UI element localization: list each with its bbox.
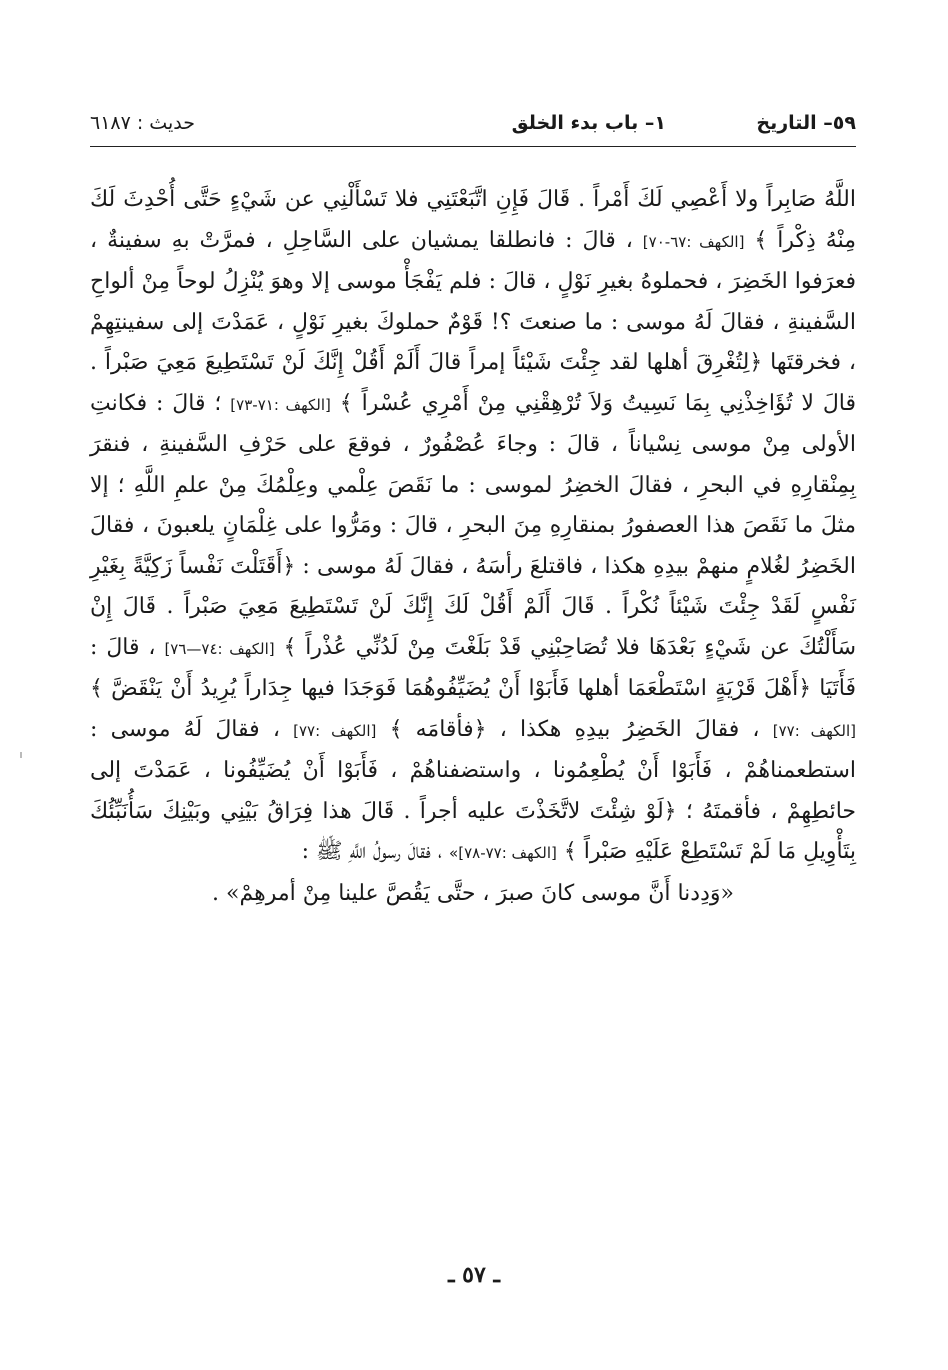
quran-reference: [الكهف :٧٧-٧٨]» (449, 844, 557, 862)
text-segment: ، فقالَ رسولُ اللَّهِ ﷺ : (301, 839, 443, 864)
quran-reference: [الكهف :٧١-٧٣] (230, 395, 331, 414)
text-segment: ، قالَ : فَأَتَيَا ﴿أَهْلَ قَرْيَةٍ اسْتَطْعَمَا أهلها فَأَبَوْا أَنْ يُضَيِّفُوهُمَا فَوَجَدَا فيها جِدَاراً يُرِيدُ أَنْ يَنْقَضَّ ﴾ (90, 634, 856, 701)
quran-reference: [الكهف :٦٧-٧٠] (642, 232, 745, 251)
page-number: ـ ٥٧ ـ (448, 1262, 500, 1288)
quran-reference: [الكهف :٧٤—٧٦] (164, 639, 275, 658)
text-segment: اللَّهُ صَابِراً ولا أَعْصِي لَكَ أَمْراً . قَالَ فَإِنِ اتَّبَعْتَنِي فلا تَسْأَلْنِي عن شَيْءٍ حَتَّى أُحْدِثَ لَكَ مِنْهُ ذِكْراً ﴾ (90, 187, 856, 253)
closing-line: «وَدِدنا أَنَّ موسى كانَ صبرَ ، حتَّى يَقُصَّ علينا مِنْ أمرهِمْ» . (212, 880, 734, 906)
running-header (90, 108, 856, 144)
text-segment: ؛ قالَ : فكانتِ الأولى مِنْ موسى نِسْياناً ، قالَ : وجاءَ عُصْفُورٌ ، فوقعَ على حَرْفِ السَّفينةِ ، فنقرَ بِمِنْقارِهِ في البحرِ ، فقالَ الخضِرُ لموسى : ما نَقَصَ عِلْمي وعِلْمُكَ مِنْ علمِ اللَّهِ ؛ إلا مثلَ ما نَقَصَ هذا العصفورُ بمنقارِهِ مِنَ البحرِ ، قالَ : ومَرُّوا على غِلْمَانٍ يلعبونَ ، فقالَ الخَضِرُ لغُلامٍ منهمْ بيدِهِ هكذا ، فاقتلعَ رأسَهُ ، فقالَ لَهُ موسى : ﴿أَقَتَلْتَ نَفْساً زَكِيَّةً بِغَيْرِ نَفْسٍ لَقَدْ جِئْتَ شَيْئاً نُكْراً . قَالَ أَلَمْ أَقُلْ لَكَ إِنَّكَ لَنْ تَسْتَطِيعَ مَعِيَ صَبْراً . قَالَ إِنْ سَأَلْتُكَ عن شَيْءٍ بَعْدَهَا فلا تُصَاحِبْنِي قَدْ بَلَغْتَ مِنْ لَدُنِّي عُذْراً ﴾ (90, 390, 857, 660)
text-segment: ، فقالَ لَهُ موسى : استطعمناهُمْ ، فَأَبَوْا أَنْ يُطْعِمُونا ، واستضفناهُمْ ، فَأَبَوْا أَنْ يُضَيِّفُونا ، عَمَدْتَ إلى حائطِهِمْ ، فأقمتَهُ ؛ ﴿لَوْ شِئْتَ لاتَّخَذْتَ عليه أجراً . قَالَ هذا فِرَاقُ بَيْنِي وبَيْنِكَ سَأُنَبِّئُكَ بِتَأْوِيلِ مَا لَمْ تَسْتَطِعْ عَلَيْهِ صَبْراً ﴾ (90, 716, 856, 864)
text-segment: ، فقالَ الخَضِرُ بيدِهِ هكذا ، ﴿فأقامَه ﴾ (389, 716, 760, 742)
section-title: ١– باب بدء الخلق (511, 112, 666, 134)
hadith-number: حديث : ٦١٨٧ (90, 112, 195, 134)
margin-mark (20, 752, 22, 758)
chapter-title: ٥٩– التاريخ (756, 112, 856, 134)
header-divider (90, 146, 856, 147)
hadith-text (90, 180, 856, 914)
quran-reference: [الكهف :٧٧] (772, 721, 856, 740)
text-segment: ، قالَ : فانطلقا يمشيان على السَّاحِلِ ، فمرَّتْ بهِ سفينةٌ ، فعرَفوا الخَضِرَ ، فحملوهُ بغيرِ نَوْلٍ ، قالَ : فلم يَفْجَأْ موسى إلا وهوَ يُنْزِلُ لوحاً مِنْ ألواحِ السَّفينةِ ، فقالَ لَهُ موسى : ما صنعتَ ؟! قَوْمٌ حملوكَ بغيرِ نَوْلٍ ، عَمَدْتَ إلى سفينتِهِمْ ، فخرقتَها ﴿لِتُغْرِقَ أهلها لقد جِئْتَ شَيْئاً إمراً قالَ أَلَمْ أَقُلْ إِنَّكَ لَنْ تَسْتَطِيعَ مَعِيَ صَبْراً . قالَ لا تُؤَاخِذْنِي بِمَا نَسِيتُ وَلاَ تُرْهِقْنِي مِنْ أَمْرِي عُسْراً ﴾ (90, 227, 857, 416)
quran-reference: [الكهف :٧٧] (293, 721, 377, 740)
